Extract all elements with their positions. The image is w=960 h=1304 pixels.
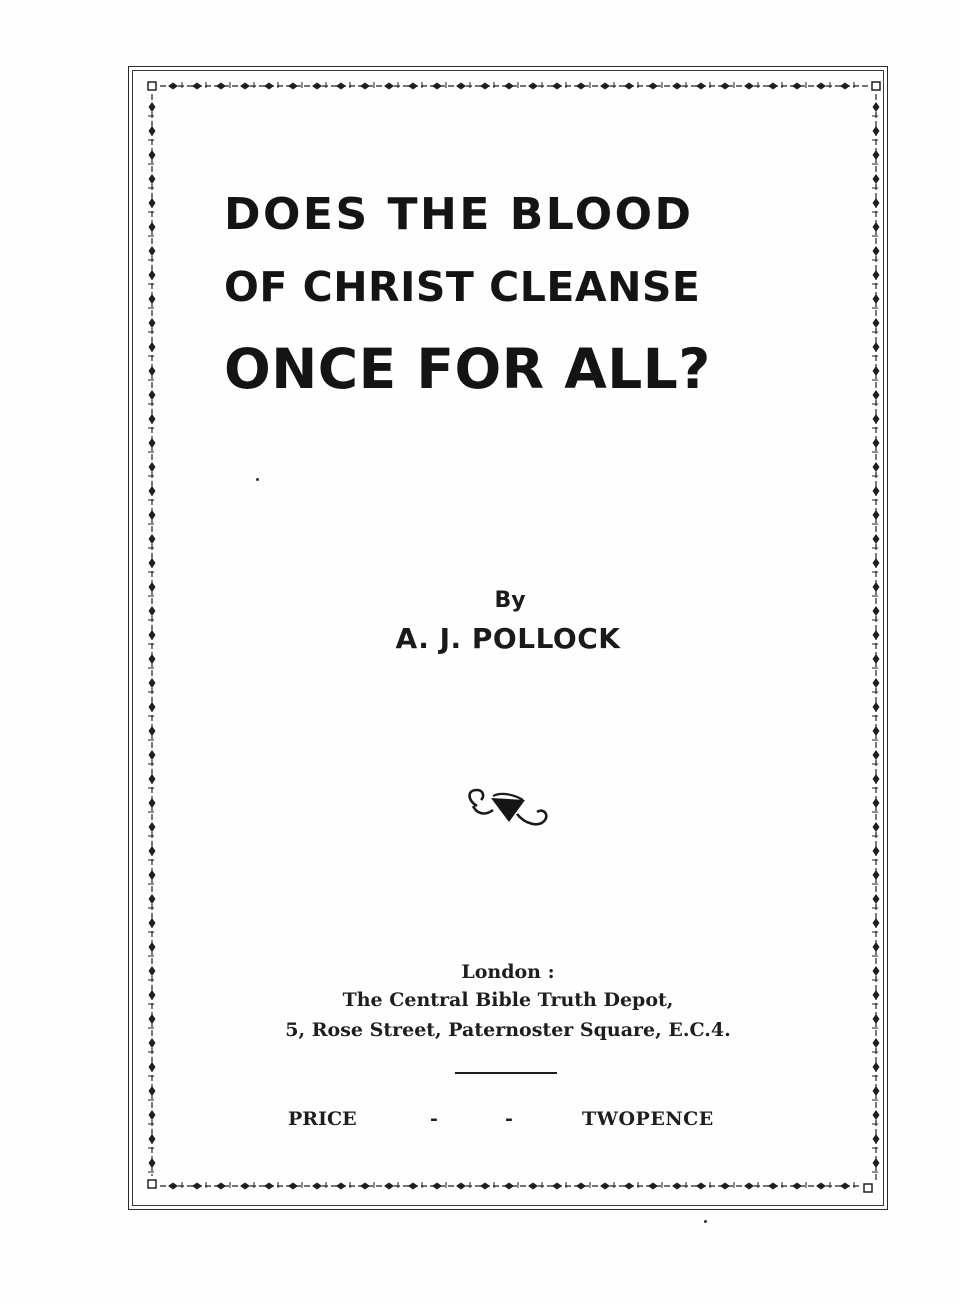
border-link [744,1183,754,1190]
border-link [149,462,156,472]
border-link [768,1183,778,1190]
border-link [312,1183,322,1190]
border-link [792,1183,802,1190]
border-link [149,870,156,880]
imprint-address: 5, Rose Street, Paternoster Square, E.C.4. [285,1019,731,1041]
border-link [768,83,778,90]
border-link [840,1183,850,1190]
title-line-2: OF CHRIST CLEANSE [224,263,701,311]
border-link [873,942,880,952]
border-link [312,83,322,90]
border-link [873,726,880,736]
border-link [408,1183,418,1190]
border-link [873,294,880,304]
border-link [873,750,880,760]
price-label: PRICE [288,1108,357,1130]
border-link [384,83,394,90]
border-link [840,83,850,90]
border-link [149,150,156,160]
border-link [873,414,880,424]
border-link [336,83,346,90]
border-link [149,774,156,784]
border-link [149,270,156,280]
border-link [648,1183,658,1190]
corner-square-bottom-left [148,1180,156,1188]
border-link [149,1134,156,1144]
author-name: A. J. POLLOCK [395,622,621,655]
border-link [149,1110,156,1120]
border-link [168,1183,178,1190]
border-link [149,246,156,256]
border-link [873,918,880,928]
border-link [168,83,178,90]
border-link [149,654,156,664]
border-link [873,534,880,544]
border-link [456,83,466,90]
border-link [149,1086,156,1096]
border-link [149,702,156,712]
border-link [873,702,880,712]
price-separator-1: - [430,1108,438,1130]
border-link [552,1183,562,1190]
imprint-city: London : [461,961,555,983]
border-link [149,366,156,376]
border-link [149,174,156,184]
border-link [873,366,880,376]
border-link [149,318,156,328]
border-link [873,870,880,880]
border-link [873,270,880,280]
by-line: By [494,588,526,613]
border-link [600,83,610,90]
price-value: TWOPENCE [582,1108,714,1130]
border-link [648,83,658,90]
border-link [576,1183,586,1190]
border-link [149,486,156,496]
border-link [873,822,880,832]
border-link [873,1086,880,1096]
border-link [696,1183,706,1190]
border-link [873,846,880,856]
border-link [149,894,156,904]
border-link [149,414,156,424]
border-link [216,83,226,90]
border-link [288,83,298,90]
border-link [873,510,880,520]
border-link [149,438,156,448]
border-link [149,510,156,520]
border-link [432,1183,442,1190]
title-line-1: DOES THE BLOOD [224,189,694,240]
border-link [149,798,156,808]
border-link [149,726,156,736]
corner-square-bottom-right [864,1184,872,1192]
border-link [600,1183,610,1190]
fleuron-ornament-icon [463,784,551,832]
border-link [528,83,538,90]
border-link [480,1183,490,1190]
border-link [792,83,802,90]
border-link [624,1183,634,1190]
border-link [149,198,156,208]
border-link [696,83,706,90]
price-separator-2: - [505,1108,513,1130]
border-link [873,150,880,160]
border-link [360,1183,370,1190]
border-link [192,83,202,90]
border-link [873,486,880,496]
border-link [432,83,442,90]
border-link [873,438,880,448]
border-link [873,222,880,232]
border-link [873,678,880,688]
border-link [149,390,156,400]
imprint-publisher: The Central Bible Truth Depot, [342,989,674,1011]
border-link [873,198,880,208]
border-link [149,822,156,832]
border-link [264,83,274,90]
corner-square-top-left [148,82,156,90]
border-link [720,83,730,90]
border-link [149,750,156,760]
border-link [816,83,826,90]
border-link [672,83,682,90]
border-link [504,83,514,90]
border-link [873,246,880,256]
border-link [240,1183,250,1190]
border-link [873,1158,880,1168]
border-link [873,126,880,136]
border-link [149,1158,156,1168]
border-link [873,798,880,808]
border-link [149,222,156,232]
border-link [149,1062,156,1072]
border-link [149,846,156,856]
border-link [720,1183,730,1190]
divider-rule [455,1072,557,1074]
border-link [873,1062,880,1072]
border-link [873,654,880,664]
border-link [149,534,156,544]
border-link [576,83,586,90]
border-link [873,102,880,112]
border-link [528,1183,538,1190]
border-link [408,83,418,90]
border-link [873,174,880,184]
border-link [149,102,156,112]
border-link [552,83,562,90]
border-link [336,1183,346,1190]
border-link [456,1183,466,1190]
border-link [816,1183,826,1190]
ink-speck [704,1220,707,1223]
ink-speck [256,478,259,481]
border-link [873,1110,880,1120]
border-link [216,1183,226,1190]
border-link [873,342,880,352]
border-link [873,462,880,472]
border-link [149,678,156,688]
border-link [624,83,634,90]
corner-square-top-right [872,82,880,90]
border-link [149,558,156,568]
border-link [873,390,880,400]
border-link [240,83,250,90]
border-link [672,1183,682,1190]
border-link [149,918,156,928]
border-link [873,318,880,328]
border-link [384,1183,394,1190]
border-link [288,1183,298,1190]
border-link [873,774,880,784]
border-link [873,894,880,904]
border-link [480,83,490,90]
border-link [360,83,370,90]
border-link [744,83,754,90]
border-link [149,342,156,352]
border-link [873,1134,880,1144]
border-link [149,942,156,952]
title-line-3: ONCE FOR ALL? [224,337,711,401]
border-link [264,1183,274,1190]
border-link [149,126,156,136]
border-link [149,294,156,304]
border-link [192,1183,202,1190]
border-link [873,558,880,568]
border-link [504,1183,514,1190]
